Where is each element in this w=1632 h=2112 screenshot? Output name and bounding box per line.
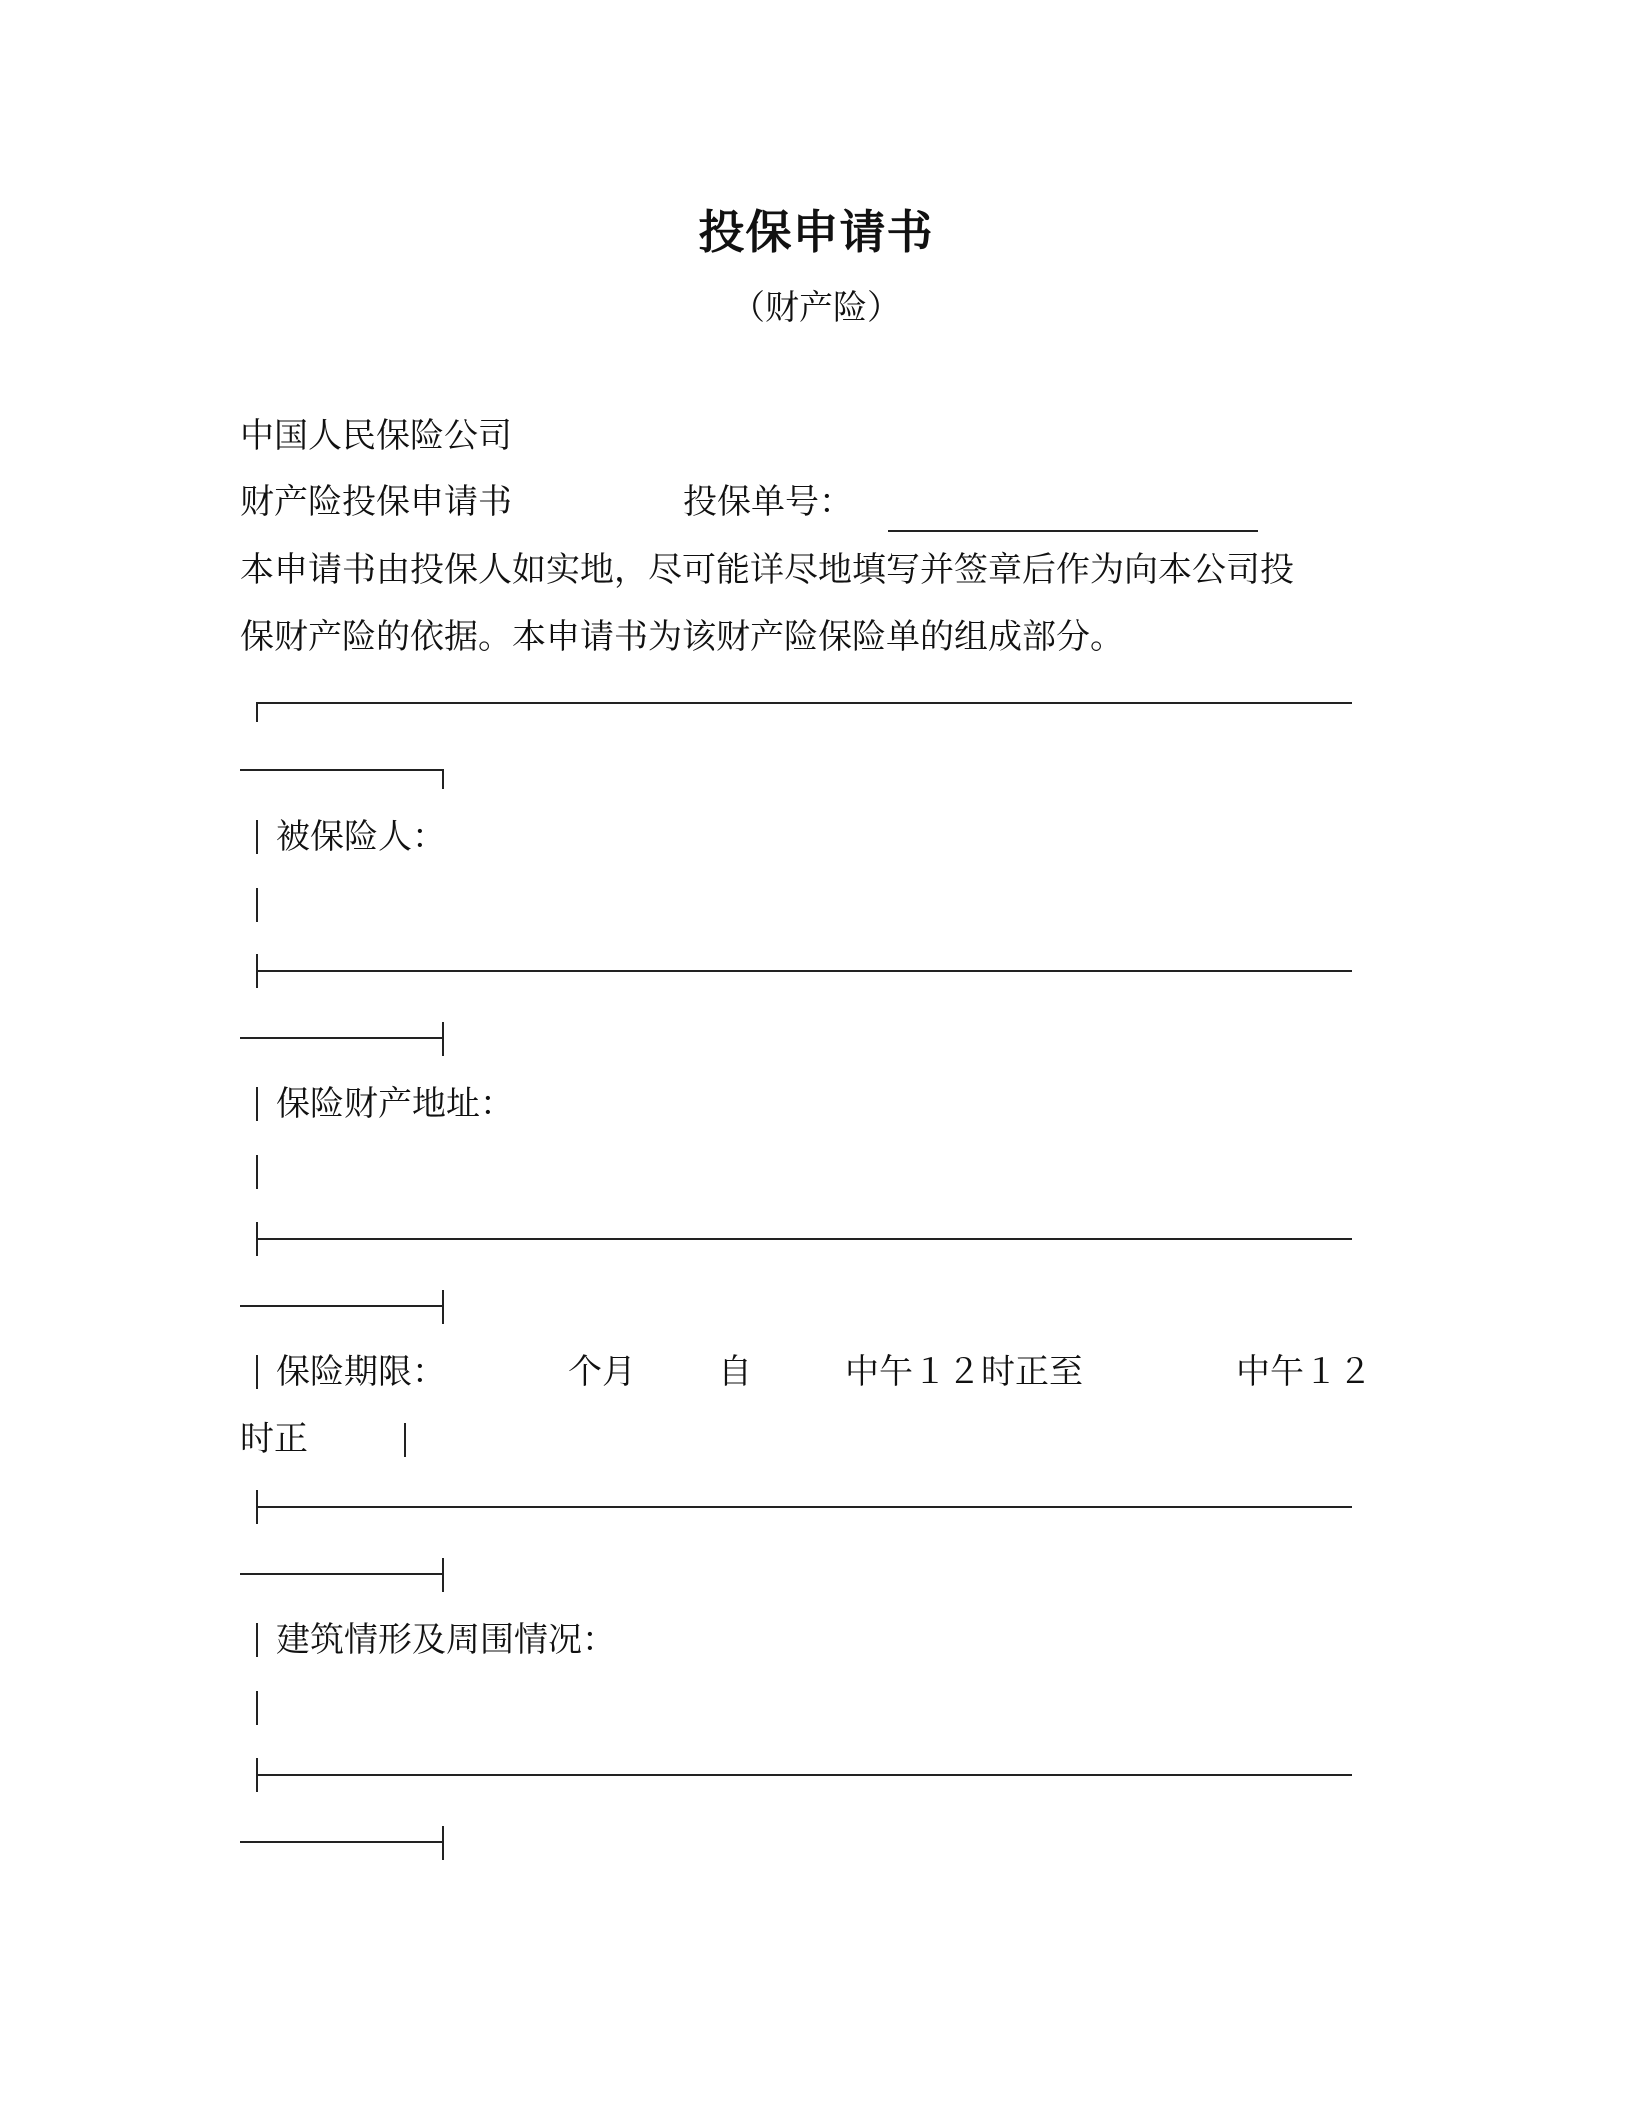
period-months-text: 个月 <box>568 1352 636 1392</box>
policy-number-label: 投保单号： <box>683 482 853 522</box>
period-noon-to-text: 中午１２时正至 <box>845 1352 1083 1392</box>
table-separator-tick <box>256 954 258 988</box>
table-separator-tick <box>442 1558 444 1592</box>
table-row-separator <box>256 970 1352 972</box>
document-subtitle: （财产险） <box>731 288 901 328</box>
table-separator-tick <box>256 1222 258 1256</box>
table-corner-tick <box>256 702 258 722</box>
table-separator-tick <box>256 1490 258 1524</box>
table-side-border <box>256 888 258 922</box>
table-separator-tick <box>442 1022 444 1056</box>
table-separator-tick <box>256 1758 258 1792</box>
building-situation-label: 建筑情形及周围情况： <box>276 1620 616 1660</box>
table-border-continuation <box>240 1037 444 1039</box>
table-row-separator <box>256 1238 1352 1240</box>
table-side-border <box>256 1691 258 1725</box>
period-end-time-text: 时正 <box>240 1419 308 1459</box>
document-title: 投保申请书 <box>698 205 934 259</box>
table-top-border <box>256 702 1352 704</box>
table-side-border <box>256 1155 258 1189</box>
table-side-border <box>256 820 258 854</box>
policy-number-blank[interactable] <box>888 530 1258 532</box>
form-name: 财产险投保申请书 <box>240 482 512 522</box>
period-end-noon-text: 中午１２ <box>1236 1352 1372 1392</box>
table-side-border <box>256 1087 258 1121</box>
table-border-continuation <box>240 1305 444 1307</box>
table-corner-tick <box>442 769 444 789</box>
insured-label: 被保险人： <box>276 817 446 857</box>
company-name: 中国人民保险公司 <box>240 416 512 456</box>
intro-line-1: 本申请书由投保人如实地，尽可能详尽地填写并签章后作为向本公司投 <box>240 550 1294 590</box>
table-border-continuation <box>240 769 444 771</box>
table-side-border <box>256 1355 258 1389</box>
period-from-text: 自 <box>718 1352 752 1392</box>
table-border-continuation <box>240 1573 444 1575</box>
table-side-border <box>404 1423 406 1457</box>
table-side-border <box>256 1623 258 1657</box>
intro-line-2: 保财产险的依据。本申请书为该财产险保险单的组成部分。 <box>240 617 1124 657</box>
table-border-continuation <box>240 1841 444 1843</box>
table-separator-tick <box>442 1290 444 1324</box>
table-separator-tick <box>442 1826 444 1860</box>
insurance-period-label: 保险期限： <box>276 1352 446 1392</box>
table-row-separator <box>256 1774 1352 1776</box>
property-address-label: 保险财产地址： <box>276 1084 514 1124</box>
table-row-separator <box>256 1506 1352 1508</box>
